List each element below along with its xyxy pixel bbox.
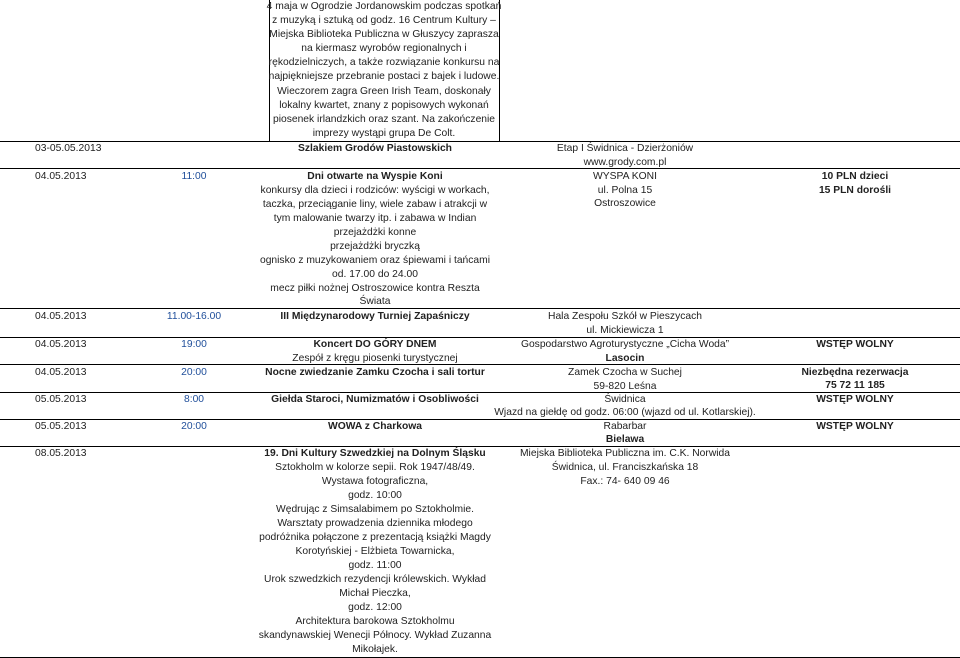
event-price: WSTĘP WOLNY [816,421,894,432]
event-place: Hala Zespołu Szkół w Pieszycach [548,311,702,322]
intro-line: na kiermasz wyrobów regionalnych i [301,43,467,54]
event-time: 20:00 [181,421,207,432]
intro-line: rękodzielniczych, a także rozwiązanie konkursu na [268,57,500,68]
event-description: Korotyńskiej - Elżbieta Towarnicka, [295,546,455,557]
event-date: 05.05.2013 [35,421,87,432]
event-place: Lasocin [605,353,645,364]
event-place: Zamek Czocha w Suchej [568,367,682,378]
event-price: 15 PLN dorośli [818,185,892,196]
event-title: 19. Dni Kultury Szwedzkiej na Dolnym Śląsku [264,448,486,459]
event-description: Sztokholm w kolorze sepii. Rok 1947/48/49. [275,462,475,473]
event-place: ul. Mickiewicza 1 [586,325,664,336]
event-place: Miejska Biblioteka Publiczna im. C.K. Norwida [519,448,731,459]
event-description: Wędrując z Simsalabimem po Sztokholmie. [276,504,474,515]
intro-line: lokalny kwartet, znany z popisowych wykonań [279,100,489,111]
intro-line: Wieczorem zagra Green Irish Team, doskonały [277,86,491,97]
event-place: WYSPA KONI [593,171,657,182]
event-description: skandynawskiej Wenecji Północy. Wykład Zuzanna [258,630,492,641]
event-price: Niezbędna rezerwacja [801,367,909,378]
event-date: 04.05.2013 [35,311,87,322]
intro-line: piosenek irlandzkich oraz szant. Na zakończenie [272,114,496,125]
event-date: 03-05.05.2013 [35,143,102,154]
intro-line: imprezy wystąpi grupa De Colt. [312,128,456,139]
event-price: WSTĘP WOLNY [816,394,894,405]
event-description: Urok szwedzkich rezydencji królewskich. Wykład [264,574,486,585]
event-description: tym malowanie twarzy itp. i zabawa w Indian [273,213,477,224]
event-date: 08.05.2013 [35,448,87,459]
event-date: 05.05.2013 [35,394,87,405]
event-description: Wystawa fotograficzna, [321,476,429,487]
event-title: Nocne zwiedzanie Zamku Czocha i sali tortur [265,367,485,378]
event-place: Fax.: 74- 640 09 46 [580,476,670,487]
event-description: mecz piłki nożnej Ostroszowice kontra Reszta [270,283,480,294]
event-place: Świdnica, ul. Franciszkańska 18 [551,462,699,473]
event-description: przejażdżki konne [333,227,417,238]
intro-line: 4 maja w Ogrodzie Jordanowskim podczas spotkań [266,1,502,12]
event-description: Mikołajek. [352,644,398,655]
intro-line: z muzyką i sztuką od godz. 16 Centrum Kultury – [272,15,496,26]
event-place: Etap I Świdnica - Dzierżoniów [556,143,694,154]
event-place: 59-820 Leśna [593,381,657,392]
event-title: WOWA z Charkowa [327,421,423,432]
event-description: godz. 12:00 [348,602,402,613]
event-time: 8:00 [183,394,205,405]
event-description: Michał Pieczka, [339,588,411,599]
event-description: ognisko z muzykowaniem oraz śpiewami i tańcami [259,255,491,266]
event-price: WSTĘP WOLNY [816,339,894,350]
intro-line: najpiękniejsze przebranie postaci z bajek i ludowe. [268,71,500,82]
event-description: od. 17.00 do 24.00 [332,269,418,280]
event-time: 20:00 [181,367,207,378]
event-date: 04.05.2013 [35,339,87,350]
event-description: podróżnika połączone z prezentacją książki Magdy [259,532,491,543]
event-description: taczka, przeciąganie liny, wiele zabaw i atrakcji w [262,199,488,210]
event-place: Świdnica [604,394,646,405]
event-title: III Międzynarodowy Turniej Zapaśniczy [280,311,470,322]
event-price: 10 PLN dzieci [821,171,889,182]
event-description: przejażdżki bryczką [330,241,420,252]
event-description: konkursy dla dzieci i rodziców: wyścigi w workach, [260,185,490,196]
event-description: Warsztaty prowadzenia dziennika młodego [277,518,473,529]
event-title: Dni otwarte na Wyspie Koni [307,171,443,182]
event-date: 04.05.2013 [35,367,87,378]
event-place: ul. Polna 15 [597,185,653,196]
event-date: 04.05.2013 [35,171,87,182]
event-place: Rabarbar [603,421,647,432]
event-time: 11.00-16.00 [166,311,222,322]
event-title: Szlakiem Grodów Piastowskich [298,143,452,154]
event-place: Bielawa [605,434,645,445]
event-time: 11:00 [181,171,207,182]
event-description: Świata [359,296,391,307]
event-description: Zespół z kręgu piosenki turystycznej [292,353,458,364]
event-description: godz. 10:00 [348,490,402,501]
event-place: Gospodarstwo Agroturystyczne „Cicha Woda” [520,339,730,350]
event-description: godz. 11:00 [348,560,402,571]
event-place: www.grody.com.pl [583,157,667,168]
event-title: Giełda Staroci, Numizmatów i Osobliwości [271,394,479,405]
event-place: Wjazd na giełdę od godz. 06:00 (wjazd od ul. Kotlarskiej). [494,407,756,418]
event-description: Architektura barokowa Sztokholmu [295,616,455,627]
intro-line: Miejska Biblioteka Publiczna w Głuszycy zaprasza [269,29,499,40]
event-place: Ostroszowice [594,198,656,209]
event-title: Koncert DO GÓRY DNEM [313,339,437,350]
event-time: 19:00 [181,339,207,350]
event-price: 75 72 11 185 [825,380,885,391]
